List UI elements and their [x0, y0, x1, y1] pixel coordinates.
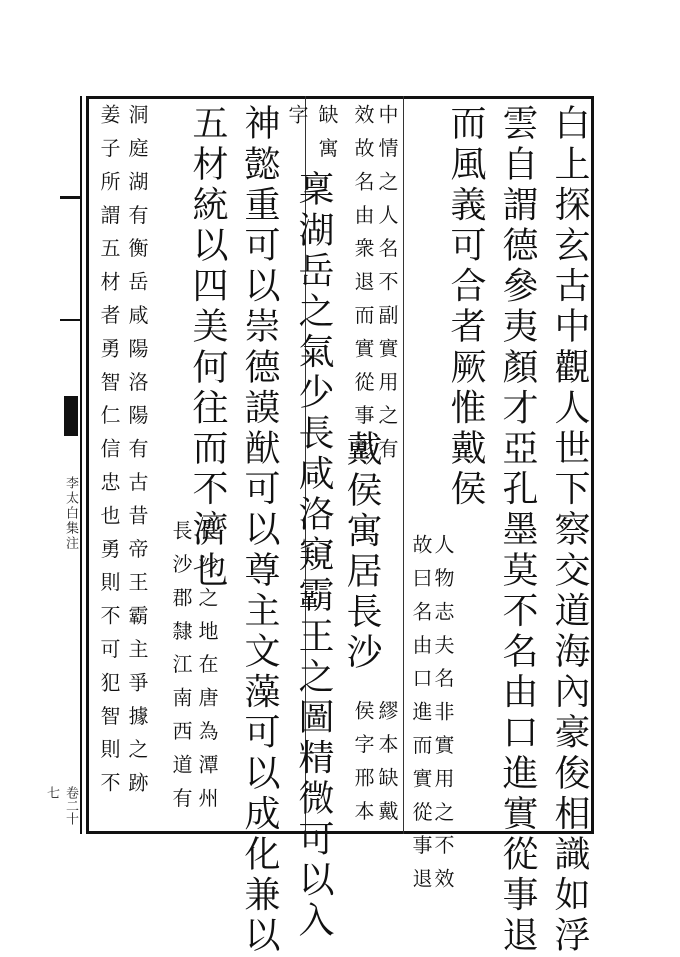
main-text: 白上探玄古中觀人世下察交道海內豪俊相識如浮 [549, 104, 590, 957]
main-text: 而風義可合者厥惟戴侯 [445, 104, 486, 510]
annotation-text: 侯字邢本 [351, 700, 375, 834]
text-column-1 [548, 104, 590, 957]
text-column-6 [238, 104, 280, 957]
annotation-text: 中情之人名不副實用之有 [375, 104, 399, 472]
main-text: 稟湖岳之氣少長咸洛窺霸王之圖精微可以入 [293, 170, 334, 942]
annotation-text: 字 [285, 104, 309, 138]
main-text: 五材統以四美何往而不濟也 [187, 104, 228, 592]
annotation-text: 洞庭湖有衡岳咸陽洛陽有古昔帝王霸主爭據之跡 [125, 104, 149, 806]
text-column-5 [292, 170, 334, 941]
annotation-column-8 [126, 104, 148, 805]
annotation-text: 繆本缺戴 [375, 700, 399, 834]
annotation-column-9 [98, 104, 120, 805]
annotation-text: 效故名由衆退而實從事彰 [351, 104, 375, 472]
text-column-4-main [340, 430, 382, 674]
annotation-text: 故曰名由口進而實從事退 [409, 534, 433, 902]
fold-black-block [64, 396, 78, 436]
annotation-column-7a [196, 520, 218, 821]
fold-title: 李太白集注 [63, 476, 78, 551]
annotation-column-4c [376, 700, 398, 834]
column-rule [403, 96, 404, 834]
main-text: 雲自謂德參夷顏才亞孔墨莫不名由口進實從事退 [497, 104, 538, 957]
fold-fishtail-mark [60, 196, 80, 321]
main-text: 戴侯寓居長沙 [341, 430, 382, 674]
annotation-column-7b [170, 520, 192, 821]
annotation-column-4a [376, 104, 398, 471]
text-column-7 [186, 104, 228, 591]
annotation-column-3a [432, 534, 454, 901]
fold-page-number: 卷二十七 [44, 786, 78, 825]
annotation-column-5b [286, 104, 308, 137]
annotation-column-5a [316, 104, 338, 171]
annotation-text: 長沙之地在唐為潭州 [195, 520, 219, 821]
text-column-3 [444, 104, 486, 510]
annotation-text: 姜子所謂五材者勇智仁信忠也勇則不可犯智則不 [97, 104, 121, 806]
annotation-column-3b [410, 534, 432, 901]
annotation-text: 人物志夫名非實用之不效 [431, 534, 455, 902]
annotation-column-4b [352, 104, 374, 471]
annotation-column-4d [352, 700, 374, 834]
fold-margin [44, 96, 86, 834]
text-column-2 [496, 104, 538, 957]
main-text: 神懿重可以崇德謨猷可以尊主文藻可以成化兼以 [239, 104, 280, 957]
annotation-text: 長沙郡隸江南西道有 [169, 520, 193, 821]
annotation-text: 缺寓 [315, 104, 339, 171]
fold-line [80, 96, 82, 834]
